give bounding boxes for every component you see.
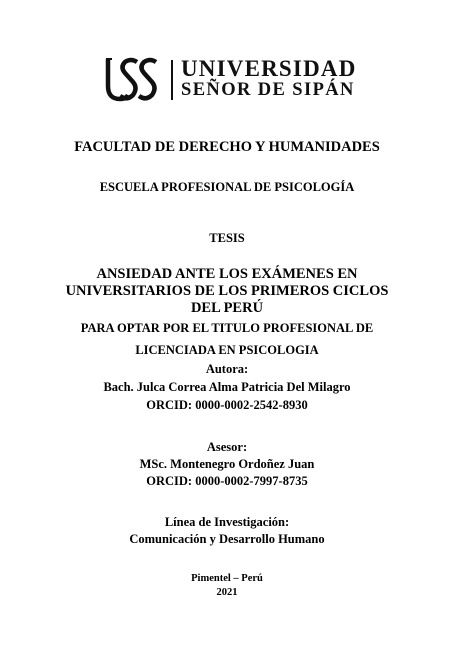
advisor-label: Asesor: [206,440,248,454]
university-logo [105,56,355,102]
document-type: TESIS [209,231,245,245]
thesis-title-line: UNIVERSITARIOS DE LOS PRIMEROS CICLOS [65,283,389,299]
year-text: 2021 [216,587,238,598]
school-heading: ESCUELA PROFESIONAL DE PSICOLOGÍA [99,180,355,194]
uss-monogram-icon [105,56,161,102]
logo-divider [171,60,173,100]
research-line-label: Línea de Investigación: [164,515,290,529]
degree-purpose-line: PARA OPTAR POR EL TITULO PROFESIONAL DE [80,321,374,335]
advisor-name: MSc. Montenegro Ordoñez Juan [139,457,315,471]
author-name: Bach. Julca Correa Alma Patricia Del Milagro [103,380,351,394]
degree-purpose-line: LICENCIADA EN PSICOLOGIA [135,343,319,357]
logo-name-line: SEÑOR DE SIPÁN [181,80,355,100]
author-orcid: ORCID: 0000-0002-2542-8930 [146,398,308,412]
thesis-title-line: ANSIEDAD ANTE LOS EXÁMENES EN [96,266,358,282]
logo-university-line: UNIVERSIDAD [181,56,357,81]
thesis-title-line: DEL PERÚ [190,300,264,316]
research-line-name: Comunicación y Desarrollo Humano [129,532,325,546]
advisor-orcid: ORCID: 0000-0002-7997-8735 [146,474,308,488]
place-text: Pimentel – Perú [191,573,263,584]
author-label: Autora: [205,362,249,376]
faculty-heading: FACULTAD DE DERECHO Y HUMANIDADES [74,139,380,155]
